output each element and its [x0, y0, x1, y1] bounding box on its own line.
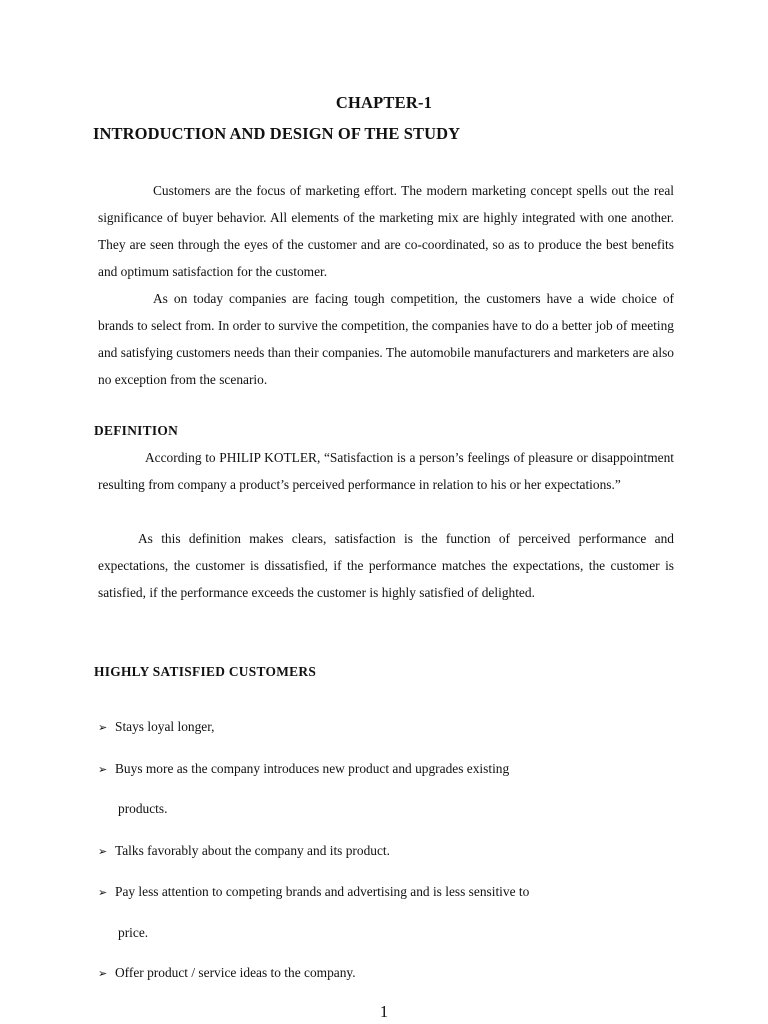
- bullet-text: Stays loyal longer,: [115, 719, 215, 734]
- highly-satisfied-heading: HIGHLY SATISFIED CUSTOMERS: [94, 664, 317, 679]
- definition-heading: DEFINITION: [94, 423, 179, 438]
- arrow-bullet-icon: ➢: [98, 763, 108, 776]
- bullet-item: [98, 882, 529, 903]
- intro-paragraph-2: As on today companies are facing tough competition, the customers have a wide choice of brands to select from. In order to survive the competition, the companies have to do a better job of meeting and satisfying customers needs than their companies. The automobile manufacturers and marketers are also no exception from the scenario.: [98, 291, 674, 387]
- bullet-text-continuation: price.: [118, 925, 149, 940]
- arrow-bullet-icon: ➢: [98, 886, 108, 899]
- bullet-text: Pay less attention to competing brands and advertising and is less sensitive to: [115, 884, 530, 899]
- bullet-item: [98, 963, 356, 984]
- bullet-text: Buys more as the company introduces new product and upgrades existing: [115, 761, 510, 776]
- definition-paragraph-2: As this definition makes clears, satisfaction is the function of perceived performance and expectations, the customer is dissatisfied, if the performance matches the expectations, the customer is satisfied, if the performance exceeds the customer is highly satisfied of delighted.: [98, 531, 674, 600]
- bullet-item: [98, 717, 215, 738]
- bullet-item: [98, 841, 390, 862]
- arrow-bullet-icon: ➢: [98, 721, 108, 734]
- bullet-text-continuation: products.: [118, 801, 168, 816]
- chapter-label: CHAPTER-1: [335, 93, 433, 112]
- arrow-bullet-icon: ➢: [98, 967, 108, 980]
- bullet-text: Talks favorably about the company and its product.: [115, 843, 390, 858]
- bullet-text: Offer product / service ideas to the company.: [115, 965, 356, 980]
- bullet-item: [98, 759, 509, 780]
- page-number: 1: [379, 1002, 389, 1021]
- intro-paragraph-1: Customers are the focus of marketing effort. The modern marketing concept spells out the real significance of buyer behavior. All elements of the marketing mix are highly integrated with one another. They are seen through the eyes of the customer and are co-coordinated, so as to produce the best benefits and optimum satisfaction for the customer.: [98, 183, 674, 279]
- definition-paragraph-1: According to PHILIP KOTLER, “Satisfaction is a person’s feelings of pleasure or disappointment resulting from company a product’s perceived performance in relation to his or her expectations.”: [98, 450, 674, 492]
- page-title: INTRODUCTION AND DESIGN OF THE STUDY: [93, 124, 461, 143]
- arrow-bullet-icon: ➢: [98, 845, 108, 858]
